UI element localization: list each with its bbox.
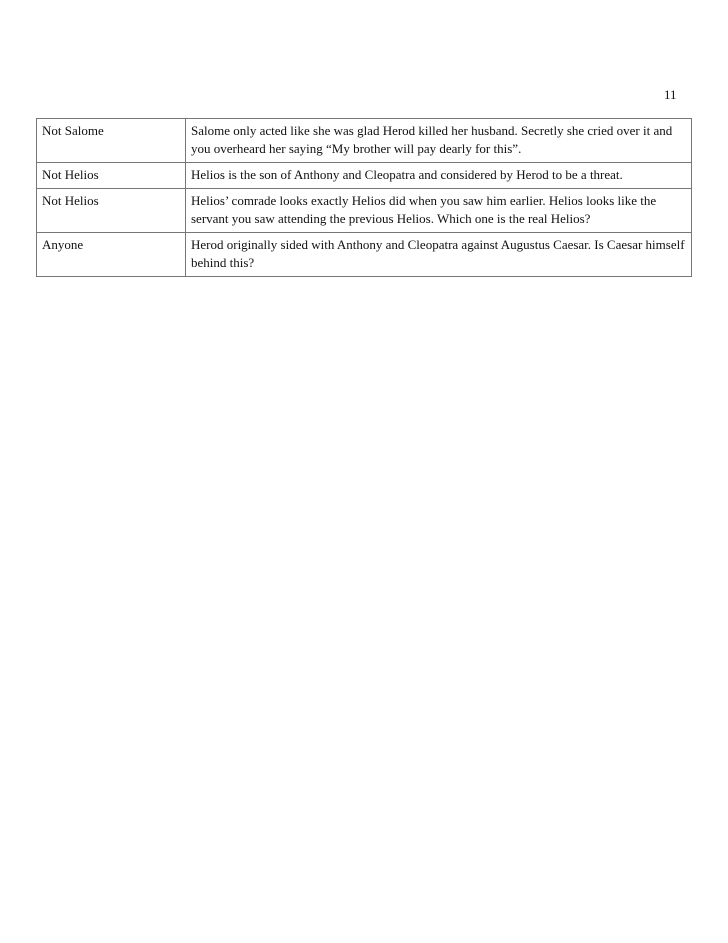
suspect-cell: Not Salome bbox=[37, 119, 186, 163]
clue-cell: Helios is the son of Anthony and Cleopatra and considered by Herod to be a threat. bbox=[186, 163, 692, 189]
table-row bbox=[37, 233, 692, 277]
suspect-cell: Not Helios bbox=[37, 163, 186, 189]
page-number: 11 bbox=[664, 87, 677, 102]
clue-cell: Helios’ comrade looks exactly Helios did when you saw him earlier. Helios looks like the servant you saw attending the previous Helios. Which one is the real Helios? bbox=[186, 189, 692, 233]
clue-table bbox=[36, 118, 692, 277]
table-row bbox=[37, 163, 692, 189]
suspect-cell: Anyone bbox=[37, 233, 186, 277]
table-row bbox=[37, 119, 692, 163]
clue-cell: Salome only acted like she was glad Herod killed her husband. Secretly she cried over it and you overheard her saying “My brother will pay dearly for this”. bbox=[186, 119, 692, 163]
suspect-cell: Not Helios bbox=[37, 189, 186, 233]
clue-cell: Herod originally sided with Anthony and Cleopatra against Augustus Caesar. Is Caesar himself behind this? bbox=[186, 233, 692, 277]
table-row bbox=[37, 189, 692, 233]
